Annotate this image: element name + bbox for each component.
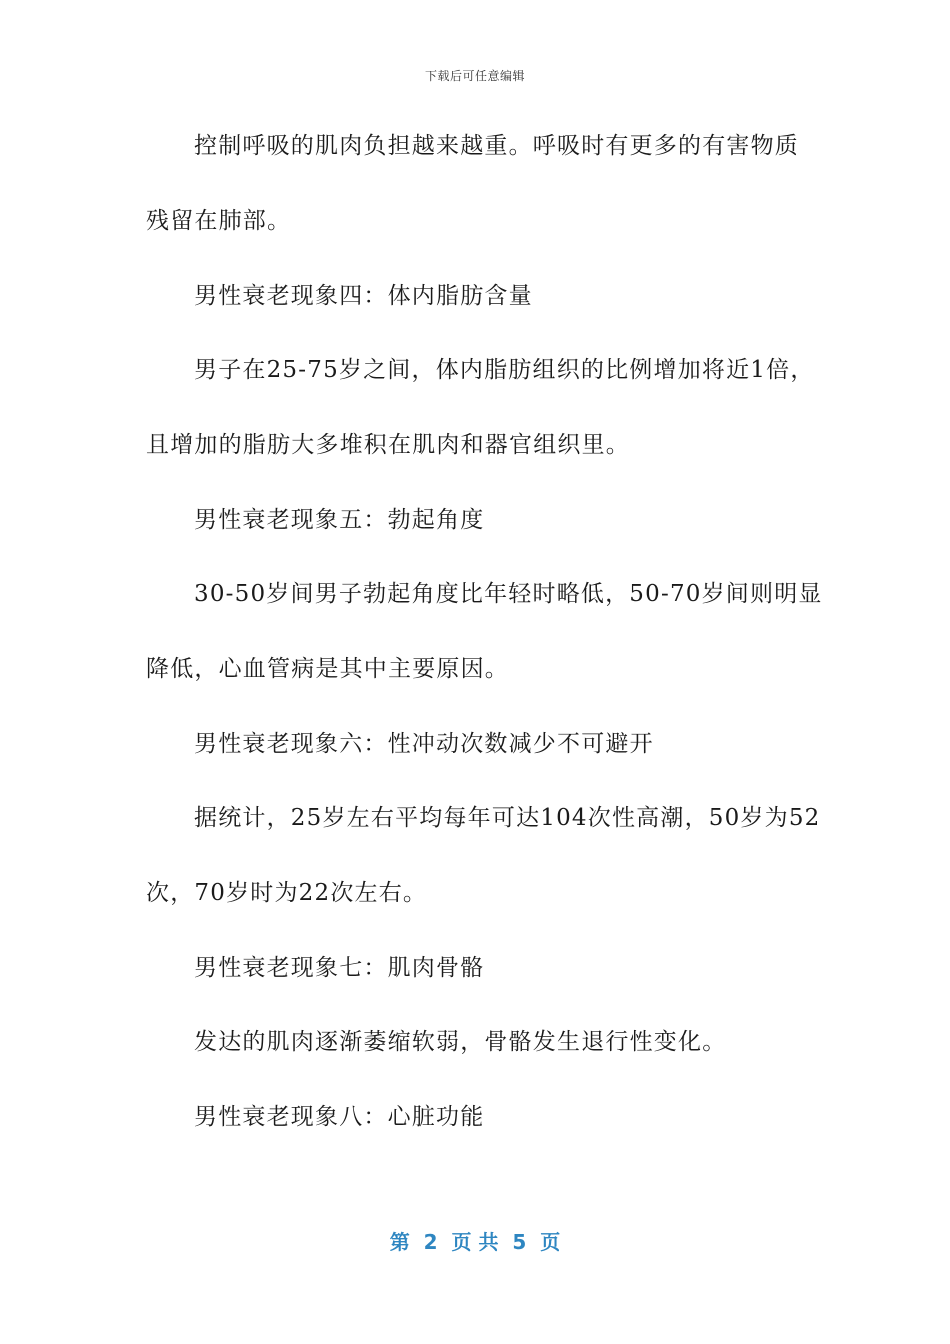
header-note: 下载后可任意编辑 bbox=[424, 69, 525, 83]
paragraph-line: 据统计，25岁左右平均每年可达104次性高潮，50岁为52 bbox=[194, 805, 821, 831]
section-heading: 男性衰老现象六：性冲动次数减少不可避开 bbox=[194, 731, 654, 757]
section-heading: 男性衰老现象四：体内脂肪含量 bbox=[194, 283, 533, 309]
paragraph-line: 次，70岁时为22次左右。 bbox=[146, 880, 428, 906]
paragraph-line: 控制呼吸的肌肉负担越来越重。呼吸时有更多的有害物质 bbox=[194, 133, 799, 159]
paragraph-line: 残留在肺部。 bbox=[146, 208, 292, 234]
paragraph-line: 降低，心血管病是其中主要原因。 bbox=[146, 656, 509, 682]
page-number: 第 2 页 共 5 页 bbox=[389, 1230, 561, 1254]
section-heading: 男性衰老现象七：肌肉骨骼 bbox=[194, 955, 485, 981]
paragraph-line: 男子在25-75岁之间，体内脂肪组织的比例增加将近1倍， bbox=[194, 357, 815, 383]
paragraph-line: 且增加的脂肪大多堆积在肌肉和器官组织里。 bbox=[146, 432, 630, 458]
section-heading: 男性衰老现象五：勃起角度 bbox=[194, 507, 485, 533]
paragraph-line: 30-50岁间男子勃起角度比年轻时略低，50-70岁间则明显 bbox=[194, 581, 823, 607]
paragraph-line: 发达的肌肉逐渐萎缩软弱，骨骼发生退行性变化。 bbox=[194, 1029, 727, 1055]
section-heading: 男性衰老现象八：心脏功能 bbox=[194, 1104, 485, 1130]
